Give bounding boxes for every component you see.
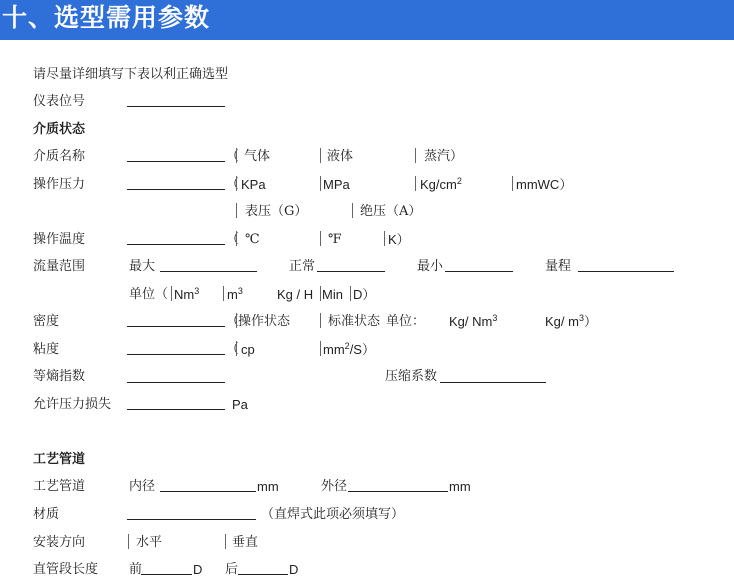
checkbox-gauge[interactable] [236,203,237,218]
unit-fahrenheit: ℉ [328,232,342,247]
density-label: 密度 [33,314,60,329]
back-unit: D [289,562,299,577]
flow-label: 流量范围 [33,259,86,274]
front-unit: D [193,562,203,577]
checkbox-vertical[interactable] [225,534,226,549]
pressure-loss-unit: Pa [232,397,248,412]
medium-name-field[interactable] [127,161,225,162]
option-absolute: 绝压（A） [360,204,422,219]
isentropic-field[interactable] [127,382,225,383]
unit-kg-m3: Kg/ $m^3$） [545,313,597,329]
density-unit-label: 单位： [386,314,426,329]
checkbox-kgcm2[interactable] [415,176,416,191]
front-label: 前 [129,562,143,577]
checkbox-operating[interactable] [236,313,237,328]
inner-diameter-label: 内径 [129,479,156,494]
pressure-field[interactable] [127,189,225,190]
outer-diameter-label: 外径 [321,479,348,494]
material-field[interactable] [127,519,256,520]
checkbox-nm3[interactable] [171,286,172,301]
unit-kgcm2: $Kg/cm^2$ [420,176,462,192]
checkbox-kelvin[interactable] [384,231,385,246]
checkbox-d[interactable] [350,286,351,301]
checkbox-fahrenheit[interactable] [320,231,321,246]
checkbox-kpa[interactable] [236,176,237,191]
unit-m3: $m^3$ [227,286,243,302]
checkbox-mm2s[interactable] [320,341,321,356]
unit-min: Min [322,287,343,302]
inner-diameter-unit: mm [257,479,279,494]
medium-name-label: 介质名称 [33,149,86,164]
paren-open: （ [226,177,240,192]
checkbox-mpa[interactable] [320,176,321,191]
unit-kelvin: K） [388,232,410,247]
outer-diameter-field[interactable] [348,491,448,492]
install-direction-label: 安装方向 [33,535,86,550]
compress-field[interactable] [440,382,546,383]
pipe-heading: 工艺管道 [33,452,86,467]
flow-max-label: 最大 [129,259,156,274]
unit-d: D） [353,287,376,302]
paren-open: （ [226,232,240,247]
paren-open: （ [226,314,240,329]
option-horizontal: 水平 [136,535,163,550]
section-header-bar [0,0,734,40]
option-gauge: 表压（G） [245,204,308,219]
unit-mpa: MPa [323,177,350,192]
viscosity-field[interactable] [127,354,225,355]
unit-nm3: Nm$^3$ [174,286,200,302]
checkbox-gas[interactable] [236,148,237,163]
inner-diameter-field[interactable] [160,491,256,492]
pressure-label: 操作压力 [33,177,86,192]
pressure-loss-field[interactable] [127,409,225,410]
unit-kg-nm3: Kg/ Nm$^3$ [449,313,498,329]
temperature-label: 操作温度 [33,232,86,247]
option-vertical: 垂直 [232,535,259,550]
compress-label: 压缩系数 [385,369,438,384]
flow-max-field[interactable] [160,271,257,272]
paren-open: （ [226,342,240,357]
meter-tag-label: 仪表位号 [33,94,86,109]
flow-normal-field[interactable] [317,271,385,272]
unit-cp: cp [241,342,255,357]
temperature-field[interactable] [127,244,225,245]
unit-celsius: ℃ [245,232,260,247]
back-label: 后 [225,562,239,577]
material-label: 材质 [33,507,60,522]
section-title: 十、选型需用参数 [2,3,211,32]
checkbox-steam[interactable] [415,148,416,163]
checkbox-cp[interactable] [236,341,237,356]
checkbox-standard[interactable] [320,313,321,328]
intro-text: 请尽量详细填写下表以利正确选型 [33,67,229,82]
paren-open: （ [226,149,240,164]
medium-heading: 介质状态 [33,122,86,137]
pipe-diameter-label: 工艺管道 [33,479,86,494]
unit-kg-h: Kg / H [277,287,314,302]
option-liquid: 液体 [327,149,354,164]
checkbox-horizontal[interactable] [128,534,129,549]
option-steam: 蒸汽） [424,149,464,164]
unit-kpa: KPa [241,177,266,192]
flow-min-label: 最小 [417,259,444,274]
checkbox-absolute[interactable] [352,203,353,218]
unit-mm2s: $mm^2/S$） [323,341,375,357]
unit-mmwc: mmWC） [516,177,573,192]
back-field[interactable] [238,574,288,575]
meter-tag-field[interactable] [127,106,225,107]
front-field[interactable] [141,574,192,575]
option-standard: 标准状态 [328,314,381,329]
checkbox-min[interactable] [320,286,321,301]
option-operating: 操作状态 [238,314,291,329]
density-field[interactable] [127,326,225,327]
flow-range-field[interactable] [578,271,674,272]
checkbox-celsius[interactable] [236,231,237,246]
material-note: （直焊式此项必须填写） [261,507,405,522]
checkbox-mmwc[interactable] [512,176,513,191]
viscosity-label: 粘度 [33,342,60,357]
isentropic-label: 等熵指数 [33,369,86,384]
flow-range-label: 量程 [545,259,572,274]
flow-min-field[interactable] [445,271,513,272]
pressure-loss-label: 允许压力损失 [33,397,112,412]
checkbox-m3[interactable] [223,286,224,301]
checkbox-liquid[interactable] [320,148,321,163]
straight-length-label: 直管段长度 [33,562,99,577]
outer-diameter-unit: mm [449,479,471,494]
flow-unit-label: 单位（ [129,287,169,302]
option-gas: 气体 [244,149,271,164]
flow-normal-label: 正常 [289,259,316,274]
